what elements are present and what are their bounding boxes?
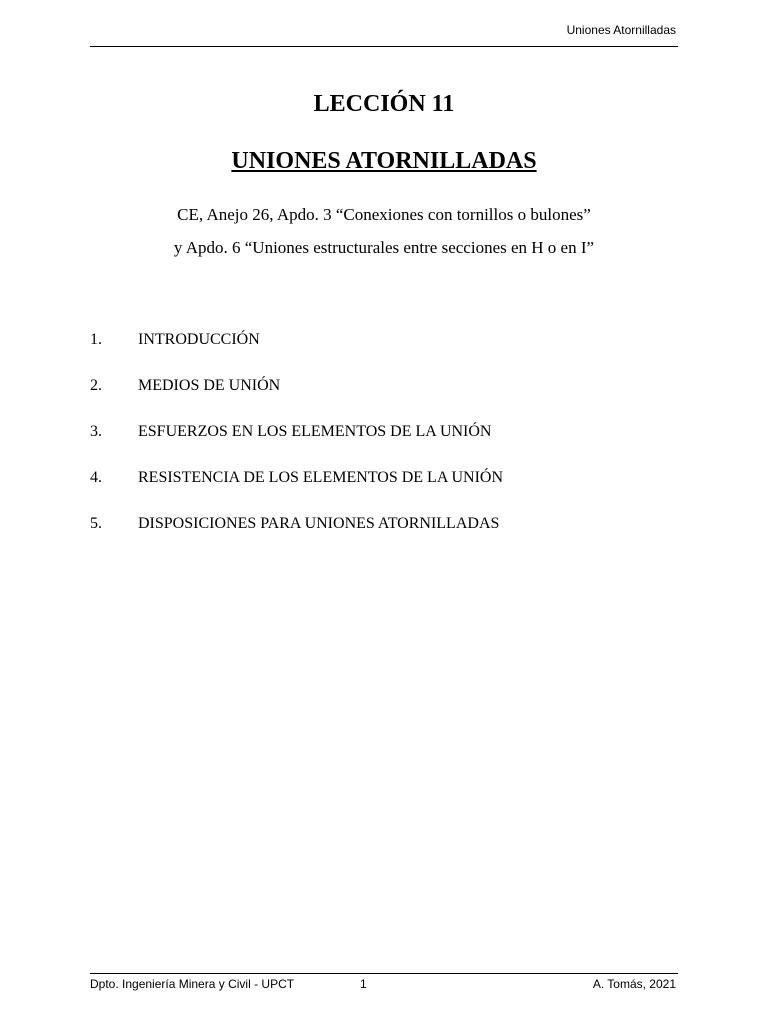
contents-item-label: ESFUERZOS EN LOS ELEMENTOS DE LA UNIÓN	[138, 423, 492, 440]
contents-item-number: 4.	[90, 469, 102, 486]
contents-item-label: RESISTENCIA DE LOS ELEMENTOS DE LA UNIÓN	[138, 469, 504, 486]
contents-item-number: 5.	[90, 515, 102, 532]
contents-item-number: 1.	[90, 331, 102, 348]
contents-item	[90, 420, 690, 466]
lesson-number: LECCIÓN 11	[313, 91, 455, 117]
header-rule	[90, 46, 678, 47]
reference-line-1: CE, Anejo 26, Apdo. 3 “Conexiones con tornillos o bulones”	[177, 205, 591, 224]
running-header: Uniones Atornilladas	[566, 23, 676, 37]
table-of-contents	[90, 328, 690, 558]
lesson-title: UNIONES ATORNILLADAS	[231, 148, 537, 174]
reference-line-2: y Apdo. 6 “Uniones estructurales entre secciones en H o en I”	[173, 238, 595, 257]
contents-item	[90, 374, 690, 420]
footer-department: Dpto. Ingeniería Minera y Civil - UPCT	[90, 977, 295, 991]
contents-item-label: INTRODUCCIÓN	[138, 331, 260, 348]
contents-item-number: 2.	[90, 377, 102, 394]
footer-author: A. Tomás, 2021	[592, 977, 676, 991]
contents-item-label: DISPOSICIONES PARA UNIONES ATORNILLADAS	[138, 515, 500, 532]
contents-item	[90, 512, 690, 558]
footer-rule	[90, 973, 678, 974]
contents-item-number: 3.	[90, 423, 102, 440]
footer-page-number: 1	[360, 977, 367, 991]
contents-item-label: MEDIOS DE UNIÓN	[138, 377, 281, 394]
contents-item	[90, 328, 690, 374]
contents-item	[90, 466, 690, 512]
